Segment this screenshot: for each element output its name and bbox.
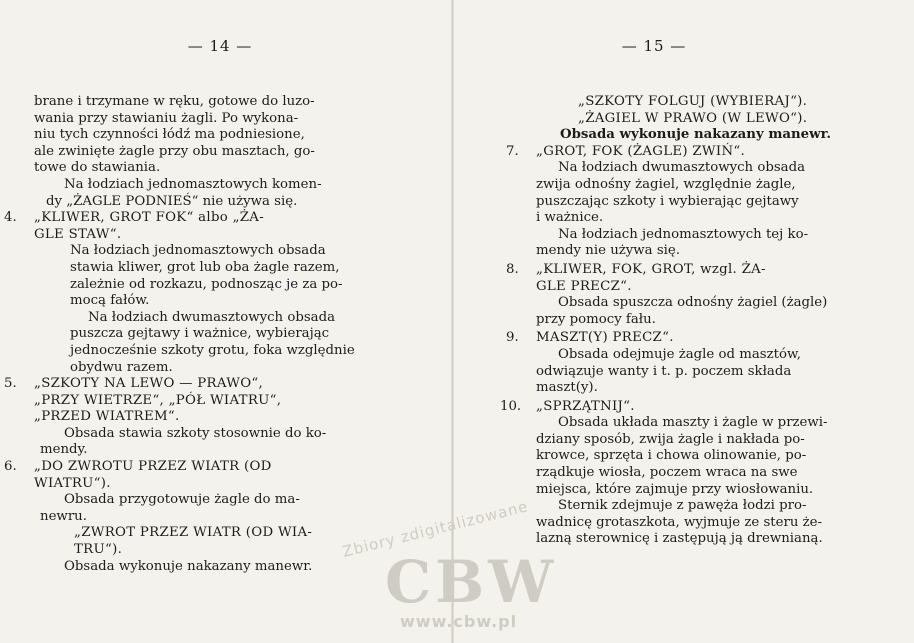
- right-page-text: [488, 94, 856, 548]
- command-line: „SPRZĄTNIJ“.: [536, 398, 635, 414]
- right-page: [454, 0, 914, 643]
- list-item-7: [506, 144, 856, 260]
- text-line: mendy nie używa się.: [536, 243, 680, 259]
- text-line: Obsada wykonuje nakazany manewr.: [64, 558, 313, 574]
- text-line: Sternik zdejmuje z pawęża łodzi pro-: [558, 498, 807, 514]
- text-line: krowce, sprzęta i chowa olinowanie, po-: [536, 448, 807, 464]
- text-line: Obsada przygotowuje żagle do ma-: [64, 492, 300, 508]
- command-line: GLE STAW“.: [34, 226, 122, 242]
- text-line: Obsada stawia szkoty stosownie do ko-: [64, 425, 327, 441]
- command-line: „DO ZWROTU PRZEZ WIATR (OD: [34, 459, 272, 475]
- text-line: puszczając szkoty i wybierając gejtawy: [536, 193, 799, 209]
- text-line: rządkuje wiosła, poczem wraca na swe: [536, 465, 798, 481]
- text-line: wadnicę grotaszkota, wyjmuje ze steru że-: [536, 514, 822, 530]
- text-line: newru.: [40, 508, 87, 524]
- text-line: zwija odnośny żagiel, względnie żagle,: [536, 176, 796, 192]
- command-line: „ŻAGIEL W PRAWO (W LEWO“).: [578, 110, 808, 126]
- text-line: wania przy stawianiu żagli. Po wykona-: [34, 110, 299, 126]
- watermark-logo: CBW: [385, 548, 558, 616]
- text-line: jednocześnie szkoty grotu, foka względnie: [70, 342, 355, 358]
- list-item-9: [506, 330, 856, 396]
- command-line: „KLIWER, GROT FOK“ albo „ŻA-: [34, 210, 265, 226]
- left-page: [0, 0, 452, 643]
- command-line: GLE PRECZ“.: [536, 278, 632, 294]
- text-line: zależnie od rozkazu, podnosząc je za po-: [70, 276, 343, 292]
- intro-paragraph: [34, 94, 391, 177]
- text-line: mocą fałów.: [70, 293, 150, 309]
- text-line: lazną sterownicę i zastępują ją drewnianą.: [536, 531, 823, 547]
- command-line: WIATRU“).: [34, 475, 111, 491]
- item-paragraph: [34, 310, 391, 376]
- left-page-text: [4, 94, 391, 575]
- text-line: brane i trzymane w ręku, gotowe do luzo-: [34, 94, 315, 109]
- text-line: Obsada odejmuje żagle od masztów,: [558, 346, 802, 362]
- page-number: — 14 —: [187, 37, 253, 55]
- list-item-8: [506, 262, 856, 328]
- text-line: przy pomocy fału.: [536, 311, 656, 327]
- continued-commands: [488, 94, 856, 144]
- text-line: maszt(y).: [536, 380, 598, 396]
- command-line: MASZT(Y) PRECZ“.: [536, 330, 674, 346]
- text-line: Na łodziach jednomasztowych tej ko-: [558, 226, 809, 242]
- text-line: Na łodziach dwumasztowych obsada: [558, 160, 806, 176]
- text-line: Obsada spuszcza odnośny żagiel (żagle): [558, 295, 828, 311]
- text-line: odwiązuje wanty i t. p. poczem składa: [536, 363, 792, 379]
- text-line: mendy.: [40, 442, 88, 458]
- text-line: Na łodziach jednomasztowych komen-: [64, 176, 322, 192]
- list-item-6: [4, 459, 391, 575]
- text-line: obydwu razem.: [70, 359, 173, 375]
- command-line: „SZKOTY NA LEWO — PRAWO“,: [34, 376, 264, 392]
- text-line: niu tych czynności łódź ma podniesione,: [34, 127, 305, 143]
- command-line: „PRZED WIATREM“.: [34, 409, 180, 425]
- item-number: 5.: [4, 376, 17, 392]
- text-line: puszcza gejtawy i ważnice, wybierając: [70, 326, 330, 342]
- text-line: stawia kliwer, grot lub oba żagle razem,: [70, 259, 340, 275]
- watermark-url: www.cbw.pl: [400, 612, 518, 631]
- list-item-4: [4, 210, 391, 376]
- text-line: ale zwinięte żagle przy obu masztach, go-: [34, 143, 315, 159]
- item-number: 10.: [500, 398, 522, 414]
- bold-note: Obsada wykonuje nakazany manewr.: [560, 127, 831, 143]
- list-item-10: [500, 399, 856, 548]
- list-item-5: [4, 376, 391, 459]
- item-number: 4.: [4, 210, 17, 226]
- item-paragraph: [34, 243, 391, 260]
- text-line: dy „ŻAGLE PODNIEŚ“ nie używa się.: [46, 193, 298, 209]
- text-line: Na łodziach dwumasztowych obsada: [88, 309, 336, 325]
- text-line: i ważnice.: [536, 210, 604, 226]
- item-number: 9.: [506, 330, 519, 346]
- command-line: „ZWROT PRZEZ WIATR (OD WIA-: [74, 525, 313, 541]
- text-line: Na łodziach jednomasztowych obsada: [70, 243, 326, 259]
- item-number: 6.: [4, 459, 17, 475]
- intro-note: [34, 177, 391, 210]
- item-number: 7.: [506, 143, 519, 159]
- text-line: miejsca, które zajmuje przy wiosłowaniu.: [536, 481, 814, 497]
- command-line: TRU“).: [74, 542, 123, 558]
- text-line: towe do stawiania.: [34, 160, 161, 176]
- command-line: „SZKOTY FOLGUJ (WYBIERAJ“).: [578, 94, 808, 109]
- command-line: „GROT, FOK (ŻAGLE) ZWIŃ“.: [536, 143, 745, 159]
- page-number: — 15 —: [621, 37, 687, 55]
- text-line: Obsada układa maszty i żagle w przewi-: [558, 415, 828, 431]
- item-number: 8.: [506, 261, 519, 277]
- command-line: „KLIWER, FOK, GROT, wzgl. ŻA-: [536, 261, 766, 277]
- text-line: dziany sposób, zwija żagle i nakłada po-: [536, 431, 805, 447]
- watermark-arc-text: Zbiory zdigitalizowane: [340, 497, 531, 561]
- command-line: „PRZY WIETRZE“, „PÓŁ WIATRU“,: [34, 392, 282, 408]
